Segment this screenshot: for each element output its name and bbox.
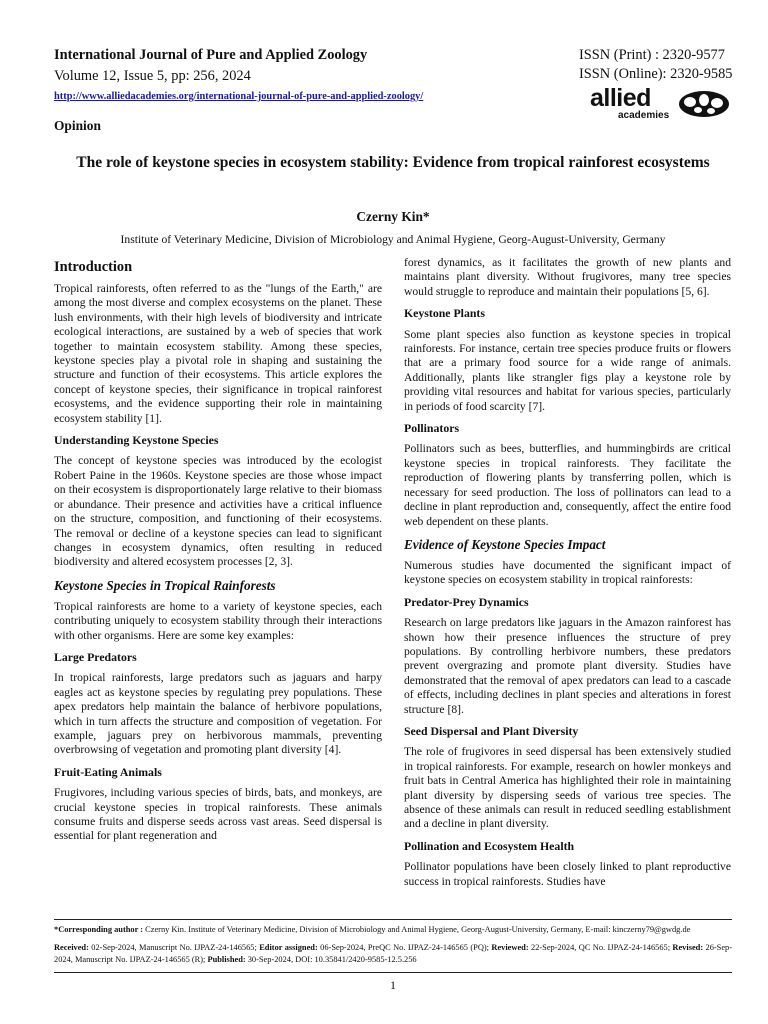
subheading-keystone-plants: Keystone Plants xyxy=(404,306,485,321)
article-title: The role of keystone species in ecosystem stability: Evidence from tropical rainforest ecosystems xyxy=(76,154,710,171)
subheading-predator-prey: Predator-Prey Dynamics xyxy=(404,594,529,609)
published-text: 30-Sep-2024, DOI: 10.35841/2420-9585-12.5.256 xyxy=(245,955,417,964)
revised-text: 26-Sep-2024, Manuscript No. IJPAZ-24-146565 (R); xyxy=(54,943,733,964)
paragraph-seed-dispersal: The role of frugivores in seed dispersal has been extensively studied in tropical rainforests. For example, research on howler monkeys and fruit bats in Central America has highlighted their role in maintaining plant diversity by dispersing seeds of various tree species. The absence of these animals can result in reduced seedling establishment and a decline in plant diversity. xyxy=(404,745,731,831)
paragraph-understanding: The concept of keystone species was introduced by the ecologist Robert Paine in the 1960s. Keystone species are those whose impact on their ecosystem is disproportionately large relative to their biomass or abundance. Their presence and activities have a critical influence on the structure, composition, and functioning of their ecosystems. The removal or decline of a keystone species can lead to significant changes in ecosystem dynamics, often resulting in reduced biodiversity and altered ecosystem processes [2, 3]. xyxy=(54,454,382,569)
journal-header xyxy=(54,46,534,104)
subheading-seed-dispersal: Seed Dispersal and Plant Diversity xyxy=(404,723,579,738)
paragraph-keystone-plants: Some plant species also function as keystone species in tropical rainforests. For instance, certain tree species produce fruits or flowers that are a primary food source for a wide range of animals. Additionally, plants like strangler figs play a keystone role by providing vital resources and habitat for various species, particularly in periods of food scarcity [7]. xyxy=(404,327,731,413)
publisher-logo xyxy=(590,84,730,121)
author-affiliation: Institute of Veterinary Medicine, Division of Microbiology and Animal Hygiene, Georg-August-University, Germany xyxy=(120,233,666,246)
section-heading-evidence: Evidence of Keystone Species Impact xyxy=(404,536,606,552)
paragraph-predator-prey: Research on large predators like jaguars in the Amazon rainforest has shown how their presence influences the structure of prey populations. By controlling herbivore numbers, these predators prevent overgrazing and promote plant diversity. Studies have demonstrated that the removal of apex predators can lead to a cascade of effects, including declines in plant species and alterations in forest structure [8]. xyxy=(404,616,731,716)
logo-subtitle: academies xyxy=(618,110,670,121)
issn-online: ISSN (Online): 2320-9585 xyxy=(579,66,733,82)
issn-print: ISSN (Print) : 2320-9577 xyxy=(579,47,725,63)
corresponding-author-note xyxy=(54,924,732,936)
page-number: 1 xyxy=(390,978,396,992)
received-label: Received: xyxy=(54,943,89,952)
corr-label: *Corresponding author : xyxy=(54,925,144,934)
footer-rule-top xyxy=(54,919,732,920)
editor-label: Editor assigned: xyxy=(259,943,318,952)
subheading-understanding: Understanding Keystone Species xyxy=(54,433,219,448)
globe-icon xyxy=(678,90,730,118)
subheading-large-predators: Large Predators xyxy=(54,649,137,664)
paragraph-tropical: Tropical rainforests are home to a variety of keystone species, each contributing uniquely to ecosystem stability through their interactions with other organisms. Here are some key examples: xyxy=(54,599,382,642)
article-type: Opinion xyxy=(54,118,101,133)
section-heading-tropical: Keystone Species in Tropical Rainforests xyxy=(54,577,276,593)
subheading-pollinators: Pollinators xyxy=(404,421,460,436)
journal-url-link[interactable]: http://www.alliedacademies.org/international-journal-of-pure-and-applied-zoology/ xyxy=(54,91,424,102)
subheading-fruit-eating: Fruit-Eating Animals xyxy=(54,764,162,779)
footer-rule-bottom xyxy=(54,972,732,973)
paragraph-pollination: Pollinator populations have been closely linked to plant reproductive success in tropical rainforests. Studies have xyxy=(404,860,731,888)
paragraph-evidence: Numerous studies have documented the significant impact of keystone species on ecosystem stability in tropical rainforests: xyxy=(404,558,731,587)
right-column xyxy=(404,256,731,896)
journal-name: International Journal of Pure and Applied Zoology xyxy=(54,47,368,63)
revised-label: Revised: xyxy=(672,943,704,952)
corr-text: Czerny Kin. Institute of Veterinary Medicine, Division of Microbiology and Animal Hygiene, Georg-August-University, Germany, E-mail: kinczerny79@gwdg.de xyxy=(143,925,691,934)
paragraph-large-predators: In tropical rainforests, large predators such as jaguars and harpy eagles act as keystone species by regulating prey populations. These apex predators help maintain the balance of herbivore populations, which in turn affects the structure and composition of vegetation. For example, jaguars prey on herbivorous mammals, preventing overbrowsing of vegetation and promoting plant diversity [4]. xyxy=(54,671,382,757)
issn-block xyxy=(579,46,749,84)
paragraph-pollinators: Pollinators such as bees, butterflies, and hummingbirds are critical keystone species in tropical rainforests. They facilitate the reproduction of flowering plants by transferring pollen, which is necessary for seed production. The loss of pollinators can lead to a decline in plant reproduction and, consequently, affect the entire food web dependent on these plants. xyxy=(404,442,731,528)
section-heading-introduction: Introduction xyxy=(54,259,133,275)
subheading-pollination: Pollination and Ecosystem Health xyxy=(404,838,575,853)
left-column xyxy=(54,256,382,851)
volume-info: Volume 12, Issue 5, pp: 256, 2024 xyxy=(54,68,251,84)
received-text: 02-Sep-2024, Manuscript No. IJPAZ-24-146565; xyxy=(88,943,260,952)
reviewed-label: Reviewed: xyxy=(491,943,529,952)
paragraph-fruit-eating: Frugivores, including various species of birds, bats, and monkeys, are crucial keystone species in tropical rainforests. These animals consume fruits and disperse seeds across vast areas. Seed dispersal is essential for plant regeneration and xyxy=(54,786,382,843)
logo-wordmark: allied xyxy=(590,84,651,112)
paragraph-fruit-continued: forest dynamics, as it facilitates the growth of new plants and maintains plant diversity. Without frugivores, many tree species would struggle to reproduce and maintain their populations [5, 6]. xyxy=(404,256,731,298)
paragraph-introduction: Tropical rainforests, often referred to as the "lungs of the Earth," are among the most diverse and complex ecosystems on the planet. These lush environments, with their high levels of biodiversity and intricate ecological interactions, are sustained by a web of species that work together to maintain ecosystem stability. Among these species, keystone species play a pivotal role in shaping and sustaining the structure and function of their ecosystems. This article explores the concept of keystone species, their significance in tropical rainforest ecosystems, and the evidence supporting their role in maintaining ecosystem stability [1]. xyxy=(54,282,382,425)
reviewed-text: 22-Sep-2024, QC No. IJPAZ-24-146565; xyxy=(528,943,673,952)
editor-text: 06-Sep-2024, PreQC No. IJPAZ-24-146565 (PQ); xyxy=(317,943,492,952)
published-label: Published: xyxy=(207,955,246,964)
manuscript-dates xyxy=(54,942,732,966)
author-name: Czerny Kin* xyxy=(356,209,430,224)
